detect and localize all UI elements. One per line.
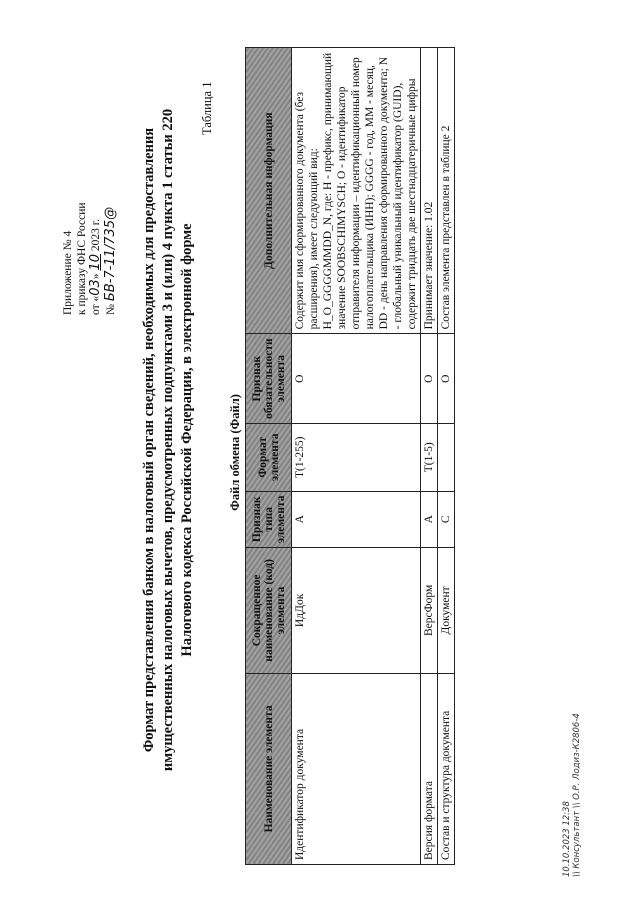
element-code: Документ [438, 547, 455, 673]
element-info: Принимает значение: 1.02 [421, 48, 438, 334]
print-stamp [562, 713, 582, 877]
table-title: Файл обмена (Файл) [228, 394, 242, 511]
element-name: Версия формата [421, 673, 438, 864]
date-prefix: от « [90, 295, 102, 315]
element-format: T(1-5) [421, 423, 438, 491]
header-cell: Наименование элемента [246, 673, 292, 864]
handwritten-month: 10 [88, 254, 103, 271]
element-type: А [421, 491, 438, 547]
stamp-line: 10.10.2023 12:38 [562, 801, 572, 877]
appendix-date [89, 202, 104, 315]
table-number: Таблица 1 [200, 81, 214, 135]
element-info: Содержит имя сформированного документа (без расширения), имеет следующий вид: H_O_GGGGMMDD_N, где: H - префикс, принимающий значение SOOBSCHIMYSCH; O - идентификатор отправителя информации – идентификационный номер налогоплательщика (ИНН); GGGG - год, MM - месяц, DD - день направления сформированного документа; N - глобальный уникальный идентификатор (GUID), содержит тридцать две шестнадцатеричные цифры [292, 48, 421, 334]
appendix-line: к приказу ФНС России [75, 202, 88, 315]
document-title: Формат представления банком в налоговый орган сведений, необходимых для предоставления имущественных налоговых вычетов, предусмотренных подпунктами 3 и (или) 4 пункта 1 статьи 220 Налогового кодекса Российской Федерации, в электронной форме [141, 108, 195, 772]
element-type: А [292, 491, 421, 547]
header-cell: Формат элемента [246, 423, 292, 491]
header-cell: Признак обязательности элемента [246, 334, 292, 424]
table-row [421, 48, 438, 865]
element-type: С [438, 491, 455, 547]
date-year: 2023 г. [90, 218, 102, 252]
element-name: Состав и структура документа [438, 673, 455, 864]
header-cell: Сокращенное наименование (код) элемента [246, 547, 292, 673]
element-required: О [438, 334, 455, 424]
appendix-block [62, 202, 118, 315]
number-prefix: № [104, 304, 117, 315]
stamp-line: \\ Консультант \\ О.Р. Лодиз-К2806-4 [572, 713, 582, 877]
element-info: Состав элемента представлен в таблице 2 [438, 48, 455, 334]
element-code: ВерсФорм [421, 547, 438, 673]
element-format: T(1-255) [292, 423, 421, 491]
table-row [292, 48, 421, 865]
element-required: О [292, 334, 421, 424]
table-row [438, 48, 455, 865]
handwritten-number: БВ-7-11/735@ [102, 206, 118, 302]
appendix-number [104, 202, 119, 315]
date-quote: » [90, 273, 102, 280]
handwritten-day: 03 [88, 279, 103, 296]
element-required: О [421, 334, 438, 424]
header-cell: Дополнительная информация [246, 48, 292, 334]
appendix-line: Приложение № 4 [62, 230, 74, 315]
exchange-file-table [245, 47, 455, 865]
header-cell: Признак типа элемента [246, 491, 292, 547]
element-format [438, 423, 455, 491]
element-code: ИдДок [292, 547, 421, 673]
table-header-row [246, 48, 292, 865]
element-name: Идентификатор документа [292, 673, 421, 864]
